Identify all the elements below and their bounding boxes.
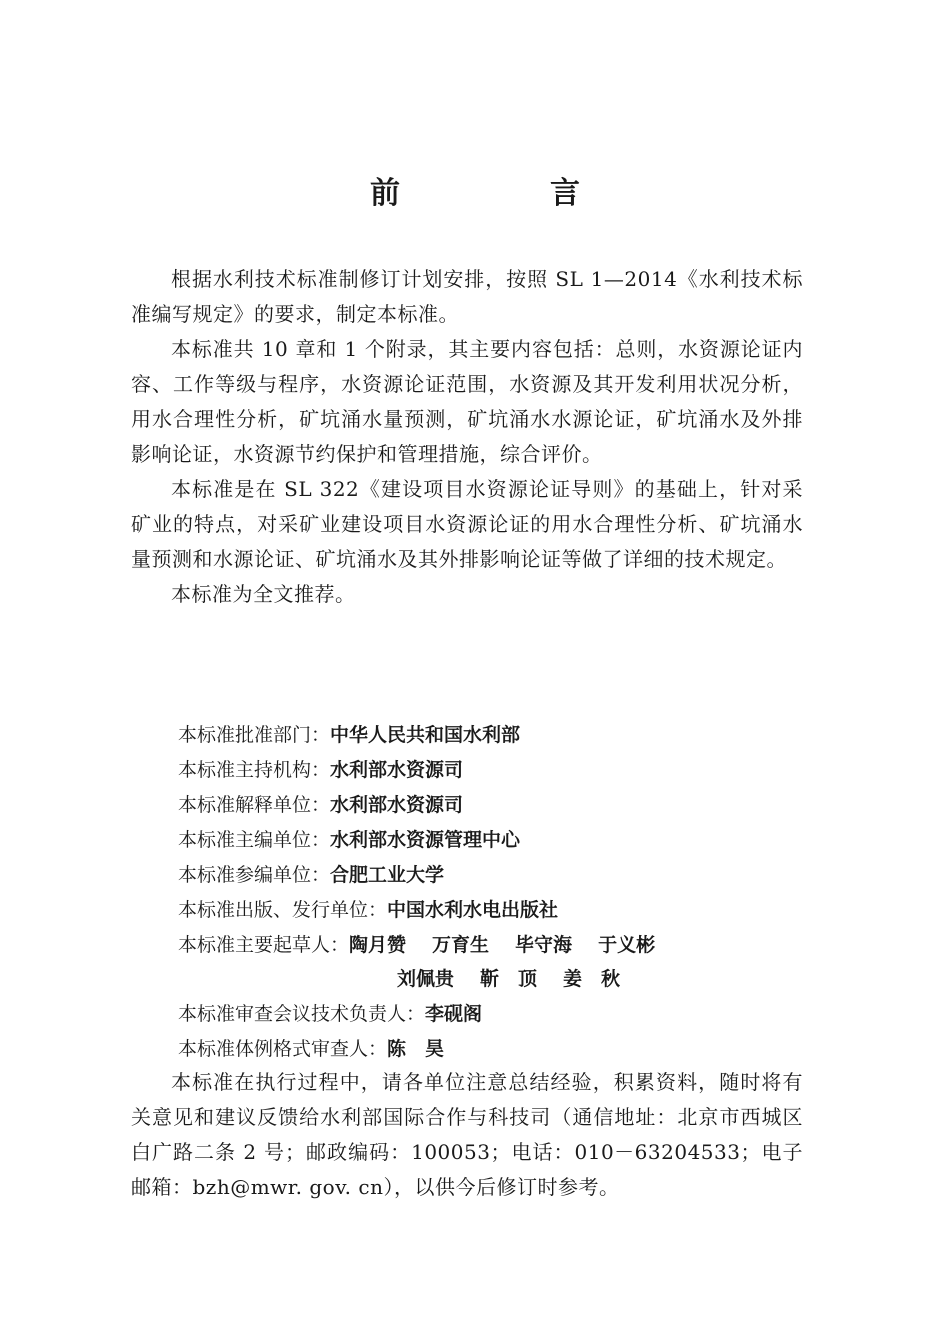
- editor-value: 水利部水资源管理中心: [330, 829, 521, 851]
- publisher-value: 中国水利水电出版社: [387, 899, 559, 921]
- paragraph-feedback: 本标准在执行过程中，请各单位注意总结经验，积累资料，随时将有关意见和建议反馈给水利部国际合作与科技司（通信地址：北京市西城区白广路二条 2 号；邮政编码：100053；电话：010－63204533；电子邮箱：bzh@mwr. gov. cn），以供今后修订时参考。: [131, 1070, 803, 1199]
- approval-label: 本标准批准部门：: [178, 724, 331, 746]
- host-line: [178, 753, 463, 788]
- publisher-label: 本标准出版、发行单位：: [178, 899, 388, 921]
- paragraph-contents: 本标准共 10 章和 1 个附录，其主要内容包括：总则，水资源论证内容、工作等级与程序，水资源论证范围，水资源及其开发利用状况分析，用水合理性分析，矿坑涌水量预测，矿坑涌水水源论证，矿坑涌水及外排影响论证，水资源节约保护和管理措施，综合评价。: [131, 337, 803, 466]
- paragraph-recommendation: 本标准为全文推荐。: [171, 582, 356, 606]
- interpret-label: 本标准解释单位：: [178, 794, 331, 816]
- drafter-name: 万育生: [432, 934, 490, 956]
- editor-label: 本标准主编单位：: [178, 829, 331, 851]
- reviewer-line: [178, 997, 482, 1032]
- reviewer-label: 本标准审查会议技术负责人：: [178, 1003, 426, 1025]
- format-reviewer-line: [178, 1032, 444, 1067]
- drafter-name: 毕守海: [515, 934, 573, 956]
- drafter-name: 靳 顶: [480, 968, 538, 990]
- format-reviewer-label: 本标准体例格式审查人：: [178, 1038, 388, 1060]
- paragraph-basis: 本标准是在 SL 322《建设项目水资源论证导则》的基础上，针对采矿业的特点，对采矿业建设项目水资源论证的用水合理性分析、矿坑涌水量预测和水源论证、矿坑涌水及其外排影响论证等做了详细的技术规定。: [131, 477, 803, 571]
- coeditor-label: 本标准参编单位：: [178, 864, 331, 886]
- drafter-name: 姜 秋: [563, 968, 621, 990]
- publisher-line: [178, 893, 558, 928]
- page-title: 前 言: [370, 176, 640, 211]
- coeditor-line: [178, 858, 444, 893]
- paragraph-plan: 根据水利技术标准制修订计划安排，按照 SL 1—2014《水利技术标准编写规定》的要求，制定本标准。: [131, 267, 803, 326]
- drafter-name: 陶月赞: [349, 934, 407, 956]
- drafters-label: 本标准主要起草人：: [178, 934, 350, 956]
- reviewer-value: 李砚阁: [425, 1003, 483, 1025]
- format-reviewer-value: 陈 昊: [387, 1038, 445, 1060]
- drafter-name: 于义彬: [598, 934, 656, 956]
- host-label: 本标准主持机构：: [178, 759, 331, 781]
- coeditor-value: 合肥工业大学: [330, 864, 445, 886]
- drafter-name: 刘佩贵: [397, 968, 455, 990]
- approval-value: 中华人民共和国水利部: [330, 724, 521, 746]
- drafters-line: [178, 928, 681, 963]
- preface-body: [131, 262, 803, 612]
- editor-line: [178, 823, 520, 858]
- closing-note: [131, 1065, 803, 1205]
- host-value: 水利部水资源司: [330, 759, 464, 781]
- interpret-line: [178, 788, 463, 823]
- drafters-line-2: [397, 962, 646, 997]
- interpret-value: 水利部水资源司: [330, 794, 464, 816]
- approval-line: [178, 718, 520, 753]
